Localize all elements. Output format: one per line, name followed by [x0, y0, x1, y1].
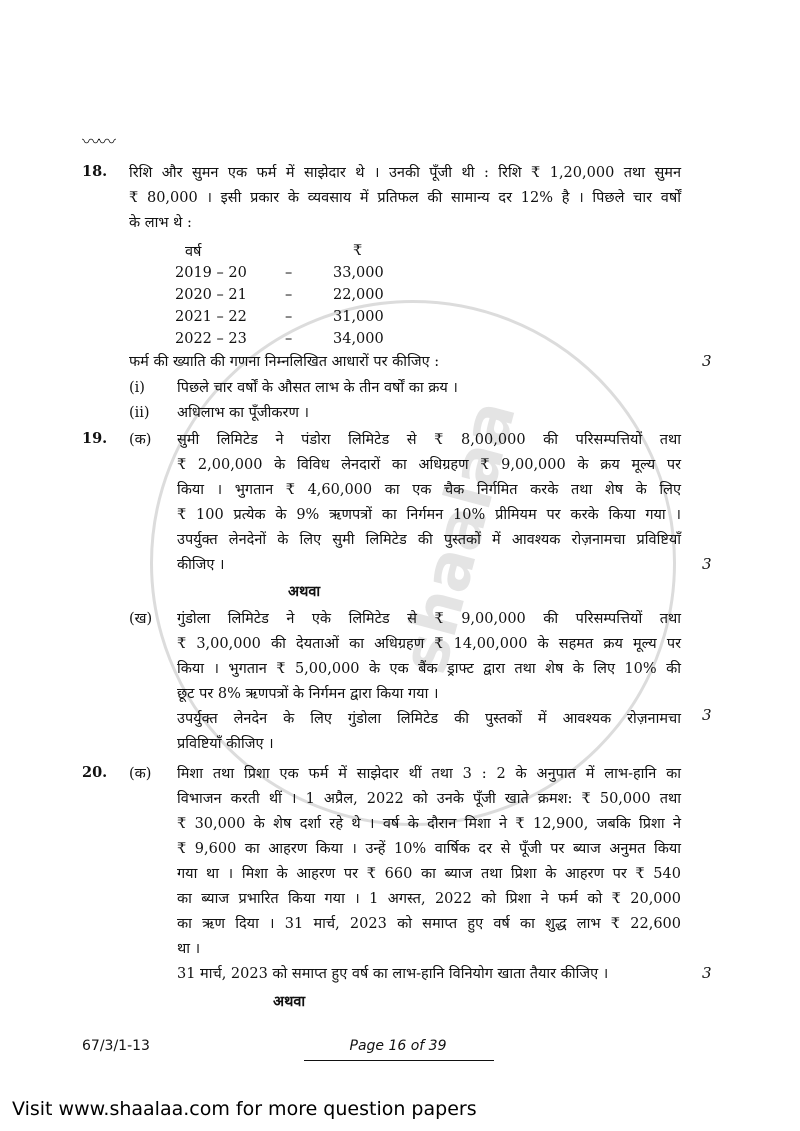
- q18-profit-table: [175, 240, 384, 350]
- q19b-line-3: किया । भुगतान ₹ 5,00,000 के एक बैंक ड्राफ्ट द्वारा तथा शेष के लिए 10% की: [177, 661, 681, 677]
- page-number: Page 16 of 39: [349, 1038, 447, 1054]
- q20-line-2: विभाजन करती थीं । 1 अप्रैल, 2022 को उनके पूँजी खाते क्रमश: ₹ 50,000 तथा: [177, 791, 681, 807]
- q18-line-3: के लाभ थे :: [129, 215, 192, 231]
- q20-marks: 3: [702, 964, 712, 982]
- q19a-line-5: उपर्युक्त लेनदेनों के लिए सुमी लिमिटेड की पुस्तकों में आवश्यक रोज़नामचा प्रविष्टियाँ: [177, 532, 681, 548]
- table-header-year: वर्ष: [185, 244, 202, 260]
- q19-part-b-label: (ख): [129, 611, 153, 627]
- table-row: [175, 328, 384, 350]
- q20-line-7: का ऋण दिया । 31 मार्च, 2023 को समाप्त हुए वर्ष का शुद्ध लाभ ₹ 22,600: [177, 916, 681, 932]
- q18-option-label-1: (i): [129, 380, 145, 396]
- row-year: 2022 – 23: [175, 331, 247, 347]
- row-amount: 34,000: [333, 331, 384, 347]
- visit-note: Visit www.shaalaa.com for more question papers: [12, 1098, 477, 1120]
- q19b-marks: 3: [702, 706, 712, 724]
- row-year: 2019 – 20: [175, 265, 247, 281]
- q20-line-9: 31 मार्च, 2023 को समाप्त हुए वर्ष का लाभ-हानि विनियोग खाता तैयार कीजिए ।: [177, 966, 609, 982]
- q20-line-8: था ।: [177, 941, 201, 957]
- row-amount: 22,000: [333, 287, 384, 303]
- table-row: [175, 262, 384, 284]
- row-amount: 31,000: [333, 309, 384, 325]
- watermark-text: shaalaa: [387, 392, 531, 682]
- row-dash: –: [285, 265, 293, 281]
- q18-option-text-1: पिछले चार वर्षों के औसत लाभ के तीन वर्षों का क्रय ।: [177, 380, 458, 396]
- q19a-line-6: कीजिए ।: [177, 557, 225, 573]
- row-dash: –: [285, 331, 293, 347]
- footer-rule: [304, 1060, 494, 1061]
- q19b-line-1: गुंडोला लिमिटेड ने एके लिमिटेड से ₹ 9,00,000 की परिसम्पत्तियों तथा: [177, 611, 681, 627]
- paper-code: 67/3/1-13: [82, 1038, 150, 1054]
- q19a-line-3: किया । भुगतान ₹ 4,60,000 का एक चैक निर्गमित करके तथा शेष के लिए: [177, 482, 681, 498]
- q19a-marks: 3: [702, 555, 712, 573]
- q19b-line-6: प्रविष्टियाँ कीजिए ।: [177, 736, 274, 752]
- q20-part-a-label: (क): [129, 766, 152, 782]
- q19a-line-4: ₹ 100 प्रत्येक के 9% ऋणपत्रों का निर्गमन 10% प्रीमियम पर करके किया गया ।: [177, 507, 681, 523]
- table-row: [175, 284, 384, 306]
- q18-number: 18.: [82, 163, 108, 180]
- q19-or-label: अथवा: [288, 583, 321, 600]
- q20-line-3: ₹ 30,000 के शेष दर्शा रहे थे । वर्ष के दौरान मिशा ने ₹ 12,900, जबकि प्रिशा ने: [177, 816, 681, 832]
- header-mark: 〰〰: [82, 132, 114, 153]
- q20-line-5: गया था । मिशा के आहरण पर ₹ 660 का ब्याज तथा प्रिशा के आहरण पर ₹ 540: [177, 866, 681, 882]
- table-row: [175, 306, 384, 328]
- q20-line-6: का ब्याज प्रभारित किया गया । 1 अगस्त, 2022 को प्रिशा ने फर्म को ₹ 20,000: [177, 891, 681, 907]
- q19a-line-1: सुमी लिमिटेड ने पंडोरा लिमिटेड से ₹ 8,00,000 की परिसम्पत्तियों तथा: [177, 432, 681, 448]
- table-header-amount: ₹: [353, 243, 363, 259]
- q18-option-text-2: अधिलाभ का पूँजीकरण ।: [177, 405, 310, 421]
- row-dash: –: [285, 309, 293, 325]
- q20-line-4: ₹ 9,600 का आहरण किया । उन्हें 10% वार्षिक दर से पूँजी पर ब्याज अनुमत किया: [177, 841, 681, 857]
- q20-or-label: अथवा: [273, 993, 306, 1010]
- q20-line-1: मिशा तथा प्रिशा एक फर्म में साझेदार थीं तथा 3 : 2 के अनुपात में लाभ-हानि का: [177, 766, 681, 782]
- row-year: 2020 – 21: [175, 287, 247, 303]
- q19b-line-4: छूट पर 8% ऋणपत्रों के निर्गमन द्वारा किया गया ।: [177, 686, 439, 702]
- q18-instruction: फर्म की ख्याति की गणना निम्नलिखित आधारों पर कीजिए :: [129, 354, 440, 370]
- q18-line-2: ₹ 80,000 । इसी प्रकार के व्यवसाय में प्रतिफल की सामान्य दर 12% है । पिछले चार वर्षों: [129, 190, 681, 206]
- q19-part-a-label: (क): [129, 432, 152, 448]
- q18-option-label-2: (ii): [129, 405, 150, 421]
- row-amount: 33,000: [333, 265, 384, 281]
- row-year: 2021 – 22: [175, 309, 247, 325]
- row-dash: –: [285, 287, 293, 303]
- q19b-line-2: ₹ 3,00,000 की देयताओं का अधिग्रहण ₹ 14,00,000 के सहमत क्रय मूल्य पर: [177, 636, 681, 652]
- q19b-line-5: उपर्युक्त लेनदेन के लिए गुंडोला लिमिटेड की पुस्तकों में आवश्यक रोज़नामचा: [177, 711, 681, 727]
- q19-number: 19.: [82, 430, 108, 447]
- table-header-row: [175, 240, 384, 262]
- q20-number: 20.: [82, 764, 108, 781]
- q18-line-1: रिशि और सुमन एक फर्म में साझेदार थे । उनकी पूँजी थी : रिशि ₹ 1,20,000 तथा सुमन: [129, 165, 681, 181]
- q19a-line-2: ₹ 2,00,000 के विविध लेनदारों का अधिग्रहण ₹ 9,00,000 के क्रय मूल्य पर: [177, 457, 681, 473]
- q18-marks: 3: [702, 352, 712, 370]
